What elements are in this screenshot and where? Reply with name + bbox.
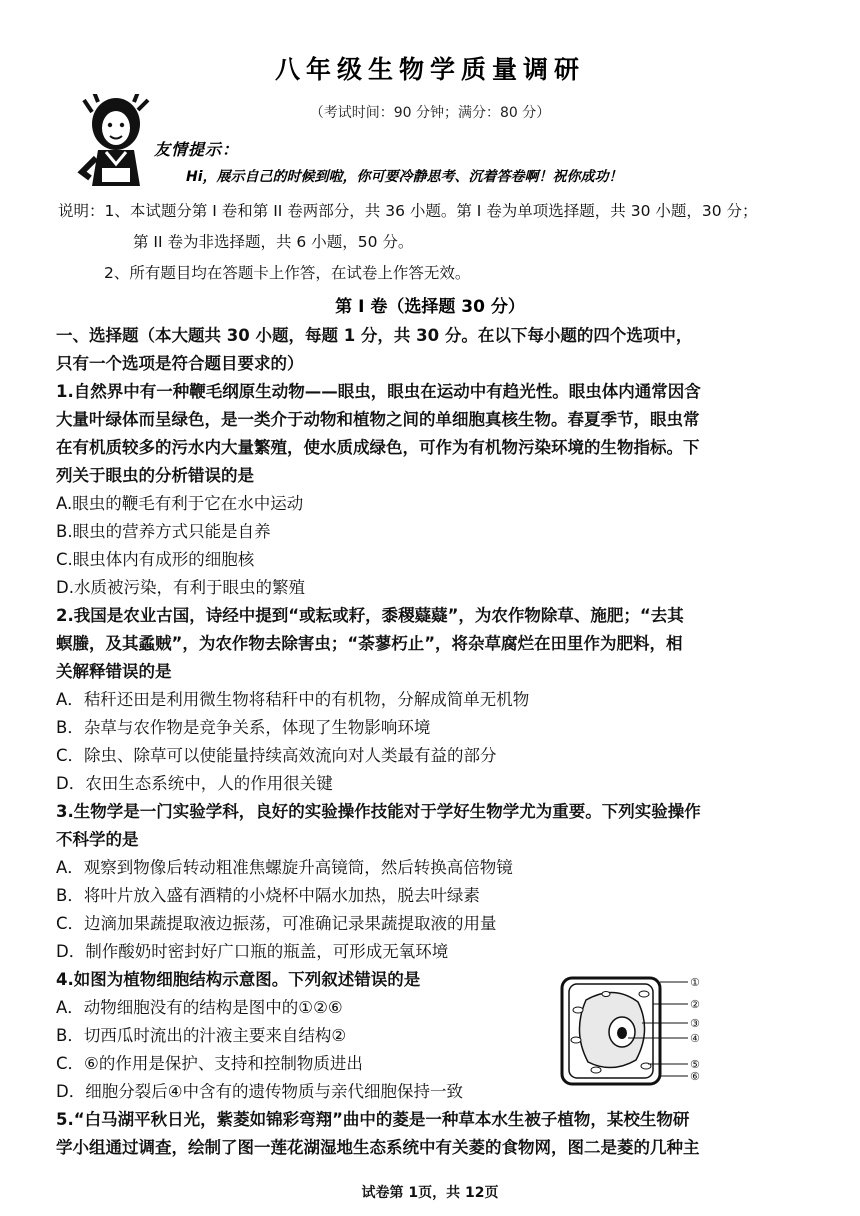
plant-cell-diagram (556, 970, 706, 1090)
friendly-tip-heading: 友情提示： (154, 140, 240, 159)
question-stem: 学小组通过调查，绘制了图一莲花湖湿地生态系统中有关菱的食物网，图二是菱的几种主 (56, 1138, 700, 1157)
section-instruction: 一、选择题（本大题共 30 小题，每题 1 分，共 30 分。在以下每小题的四个选项中， (56, 326, 693, 345)
answer-option: C.眼虫体内有成形的细胞核 (56, 550, 255, 569)
figure-label: ④ (690, 1032, 700, 1045)
instructions (58, 196, 848, 289)
answer-option: D．制作酸奶时密封好广口瓶的瓶盖，可形成无氧环境 (56, 942, 449, 961)
figure-label: ② (690, 998, 700, 1011)
question-stem: 3.生物学是一门实验学科，良好的实验操作技能对于学好生物学尤为重要。下列实验操作 (56, 802, 701, 821)
answer-option: B．杂草与农作物是竞争关系，体现了生物影响环境 (56, 718, 431, 737)
page-title: 八年级生物学质量调研 (274, 55, 585, 84)
answer-option: C．除虫、除草可以使能量持续高效流向对人类最有益的部分 (56, 746, 497, 765)
answer-option: A．秸秆还田是利用微生物将秸秆中的有机物，分解成简单无机物 (56, 690, 530, 709)
answer-option: D．农田生态系统中，人的作用很关键 (56, 774, 333, 793)
instruction-line: 2、所有题目均在答题卡上作答，在试卷上作答无效。 (104, 264, 471, 282)
question-stem: 列关于眼虫的分析错误的是 (56, 466, 254, 485)
answer-option: A．动物细胞没有的结构是图中的①②⑥ (56, 998, 343, 1017)
figure-label: ③ (690, 1017, 700, 1030)
question-stem: 不科学的是 (56, 830, 139, 849)
question-stem: 大量叶绿体而呈绿色，是一类介于动物和植物之间的单细胞真核生物。春夏季节，眼虫常 (56, 410, 700, 429)
instruction-line: 说明：1、本试题分第 I 卷和第 II 卷两部分，共 36 小题。第 I 卷为单项选择题，共 30 小题，30 分； (58, 202, 758, 220)
answer-option: D．细胞分裂后④中含有的遗传物质与亲代细胞保持一致 (56, 1082, 463, 1101)
answer-option: D.水质被污染，有利于眼虫的繁殖 (56, 578, 305, 597)
answer-option: A．观察到物像后转动粗准焦螺旋升高镜筒，然后转换高倍物镜 (56, 858, 513, 877)
exam-info: （考试时间：90 分钟；满分：80 分） (309, 105, 551, 121)
figure-label: ⑤ (690, 1058, 700, 1071)
question-area (56, 322, 842, 1162)
question-stem: 在有机质较多的污水内大量繁殖，使水质成绿色，可作为有机物污染环境的生物指标。下 (56, 438, 700, 457)
figure-label: ⑥ (690, 1070, 700, 1083)
answer-option: A.眼虫的鞭毛有利于它在水中运动 (56, 494, 304, 513)
figure-label: ① (690, 976, 700, 989)
question-stem: 螟螣，及其蟊贼”，为农作物去除害虫；“荼蓼朽止”，将杂草腐烂在田里作为肥料，相 (56, 634, 683, 653)
question-stem: 关解释错误的是 (56, 662, 172, 681)
instruction-line: 第 II 卷为非选择题，共 6 小题，50 分。 (133, 233, 414, 251)
section-instruction: 只有一个选项是符合题目要求的） (56, 354, 304, 373)
answer-option: B．将叶片放入盛有酒精的小烧杯中隔水加热，脱去叶绿素 (56, 886, 480, 905)
page-footer: 试卷第 1页，共 12页 (361, 1185, 499, 1201)
answer-option: B．切西瓜时流出的汁液主要来自结构② (56, 1026, 347, 1045)
question-stem: 5.“白马湖平秋日光，紫菱如锦彩弯翔”曲中的菱是一种草本水生被子植物，某校生物研 (56, 1110, 690, 1129)
section-title: 第 I 卷（选择题 30 分） (335, 297, 525, 317)
question-stem: 2.我国是农业古国，诗经中提到“或耘或耔，黍稷薿薿”，为农作物除草、施肥；“去其 (56, 606, 684, 625)
friendly-tip-message: Hi，展示自己的时候到啦，你可要冷静思考、沉着答卷啊！祝你成功！ (186, 169, 623, 185)
answer-option: C．⑥的作用是保护、支持和控制物质进出 (56, 1054, 363, 1073)
question-stem: 4.如图为植物细胞结构示意图。下列叙述错误的是 (56, 970, 421, 989)
answer-option: C．边滴加果蔬提取液边振荡，可准确记录果蔬提取液的用量 (56, 914, 497, 933)
mascot-illustration (76, 94, 156, 190)
answer-option: B.眼虫的营养方式只能是自养 (56, 522, 271, 541)
question-stem: 1.自然界中有一种鞭毛纲原生动物——眼虫，眼虫在运动中有趋光性。眼虫体内通常因含 (56, 382, 701, 401)
